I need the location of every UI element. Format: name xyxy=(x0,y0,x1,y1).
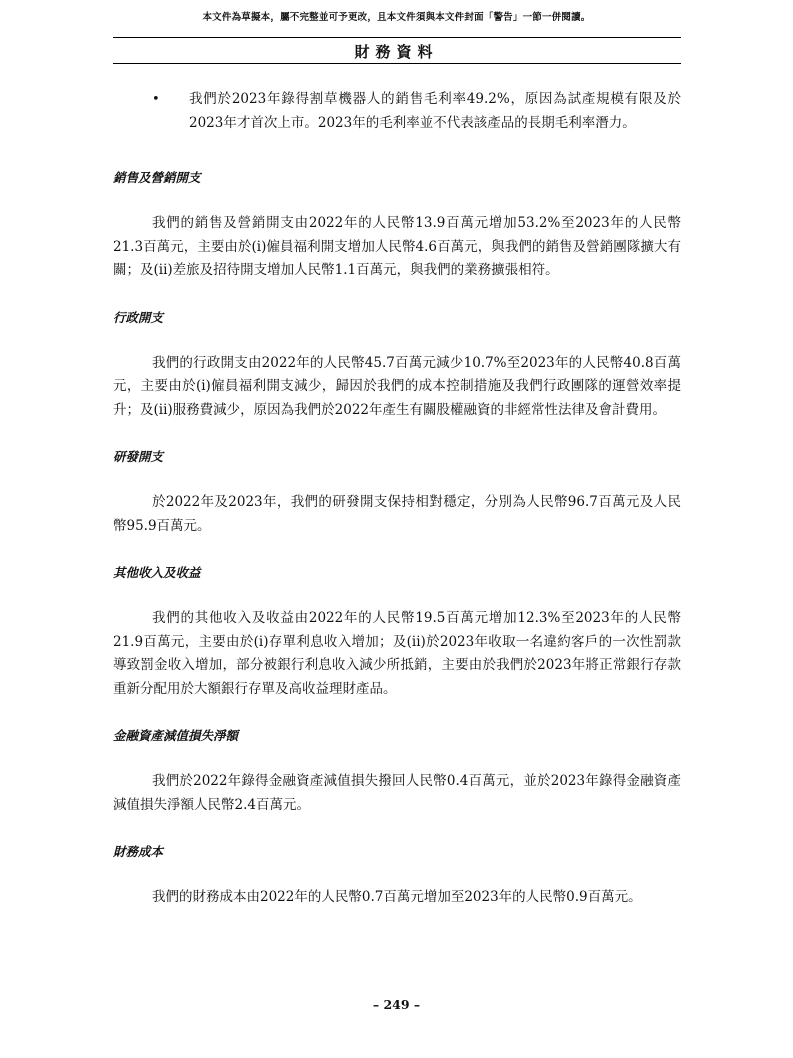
bullet-item xyxy=(113,88,681,135)
section-paragraph: 我們的其他收入及收益由2022年的人民幣19.5百萬元增加12.3%至2023年的人民幣21.9百萬元，主要由於(i)存單利息收入增加；及(ii)於2023年收取一名違約客戶的一次性罰款導致罰金收入增加，部分被銀行利息收入減少所抵銷，主要由於我們於2023年將正常銀行存款重新分配用於大額銀行存單及高收益理財產品。 xyxy=(113,610,681,697)
section-heading: 財務成本 xyxy=(113,844,164,859)
section-title: 財務資料 xyxy=(354,43,439,61)
section-paragraph: 我們於2022年錄得金融資產減值損失撥回人民幣0.4百萬元，並於2023年錄得金融資產減值損失淨額人民幣2.4百萬元。 xyxy=(113,773,681,813)
header-rule-top xyxy=(113,37,681,38)
section-paragraph: 於2022年及2023年，我們的研發開支保持相對穩定，分別為人民幣96.7百萬元及人民幣95.9百萬元。 xyxy=(113,494,681,534)
section-heading: 其他收入及收益 xyxy=(113,565,201,580)
section-selling-expenses xyxy=(113,169,681,283)
section-heading: 銷售及營銷開支 xyxy=(113,170,201,185)
bullet-icon: • xyxy=(152,92,160,107)
section-rd-expenses xyxy=(113,448,681,538)
section-heading: 行政開支 xyxy=(113,309,164,325)
page-content xyxy=(113,88,681,936)
section-heading: 金融資產減值損失淨額 xyxy=(113,728,239,743)
section-finance-costs xyxy=(113,843,681,910)
section-paragraph: 我們的銷售及營銷開支由2022年的人民幣13.9百萬元增加53.2%至2023年的人民幣21.3百萬元，主要由於(i)僱員福利開支增加人民幣4.6百萬元，與我們的銷售及營銷團隊擴大有關；及(ii)差旅及招待開支增加人民幣1.1百萬元，與我們的業務擴張相符。 xyxy=(113,215,681,278)
bullet-text: 我們於2023年錄得割草機器人的銷售毛利率49.2%，原因為試產規模有限及於2023年才首次上市。2023年的毛利率並不代表該產品的長期毛利率潛力。 xyxy=(189,91,681,131)
section-paragraph: 我們的行政開支由2022年的人民幣45.7百萬元減少10.7%至2023年的人民幣40.8百萬元，主要由於(i)僱員福利開支減少，歸因於我們的成本控制措施及我們行政團隊的運營效率提升；及(ii)服務費減少，原因為我們於2022年產生有關股權融資的非經常性法律及會計費用。 xyxy=(113,354,681,418)
draft-disclaimer: 本文件為草擬本，屬不完整並可予更改，且本文件須與本文件封面「警告」一節一併閱讀。 xyxy=(202,12,591,23)
section-impairment-losses xyxy=(113,727,681,817)
section-other-income xyxy=(113,564,681,701)
page-number: – 249 – xyxy=(372,997,421,1012)
section-paragraph: 我們的財務成本由2022年的人民幣0.7百萬元增加至2023年的人民幣0.9百萬元。 xyxy=(152,889,642,905)
section-heading: 研發開支 xyxy=(113,449,164,464)
section-admin-expenses xyxy=(113,309,681,423)
header-rule-bottom xyxy=(113,63,681,64)
